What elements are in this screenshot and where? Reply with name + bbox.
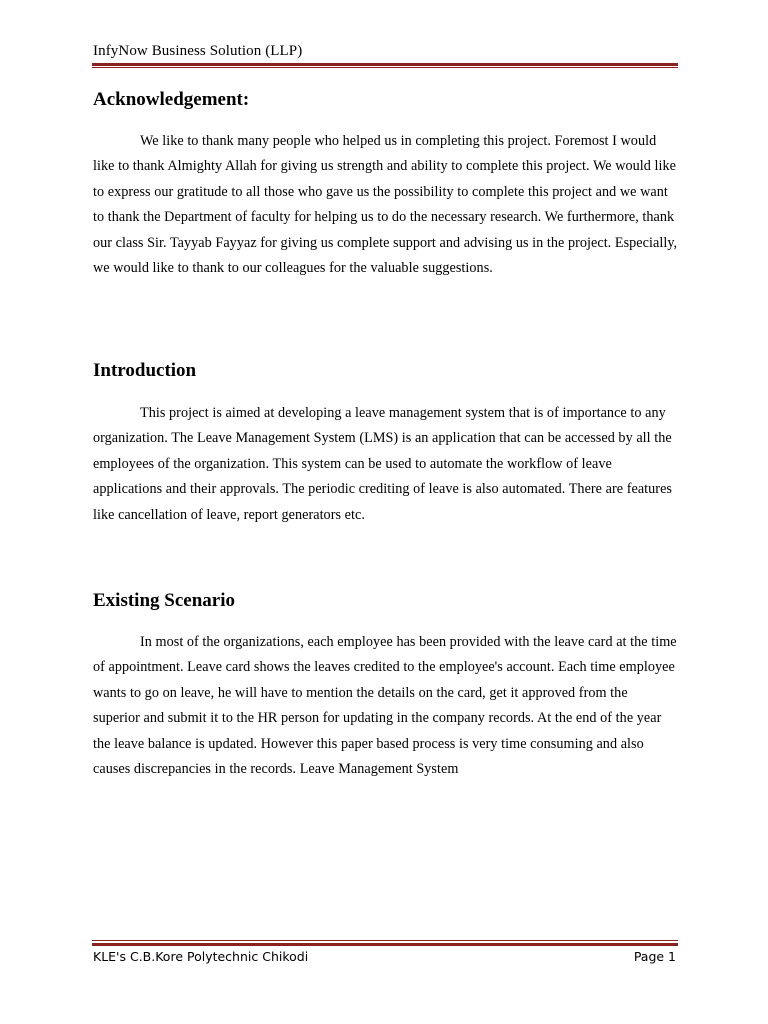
footer-rule-thick	[92, 943, 678, 946]
section-introduction	[93, 359, 678, 528]
footer-institution: KLE's C.B.Kore Polytechnic Chikodi	[93, 949, 309, 964]
section-acknowledgement	[93, 88, 678, 281]
section-paragraph: In most of the organizations, each employee has been provided with the leave card at the time of appointment. Leave card shows the leaves credited to the employee's account. Each time employee wants to go on leave, he will have to mention the details on the card, get it approved from the superior and submit it to the HR person for updating in the company records. At the end of the year the leave balance is updated. However this paper based process is very time consuming and also causes discrepancies in the records. Leave Management System	[93, 634, 677, 778]
section-paragraph: We like to thank many people who helped us in completing this project. Foremost I would like to thank Almighty Allah for giving us strength and ability to complete this project. We would like to express our gratitude to all those who gave us the possibility to complete this project and we want to thank the Department of faculty for helping us to do the necessary research. We furthermore, thank our class Sir. Tayyab Fayyaz for giving us complete support and advising us in the project. Especially, we would like to thank to our colleagues for the valuable suggestions.	[93, 133, 678, 277]
section-heading: Existing Scenario	[93, 590, 235, 611]
header-rule-thin	[92, 67, 678, 68]
footer-rule-thin	[92, 940, 678, 941]
section-heading: Introduction	[93, 360, 197, 381]
page-number: Page 1	[633, 949, 676, 964]
section-paragraph: This project is aimed at developing a leave management system that is of importance to any organization. The Leave Management System (LMS) is an application that can be accessed by all the employees of the organization. This system can be used to automate the workflow of leave applications and their approvals. The periodic crediting of leave is also automated. There are features like cancellation of leave, report generators etc.	[93, 405, 672, 523]
header-rule-thick	[92, 63, 678, 66]
running-header: InfyNow Business Solution (LLP)	[93, 43, 303, 59]
section-existing-scenario	[93, 589, 678, 782]
section-heading: Acknowledgement:	[93, 89, 250, 110]
